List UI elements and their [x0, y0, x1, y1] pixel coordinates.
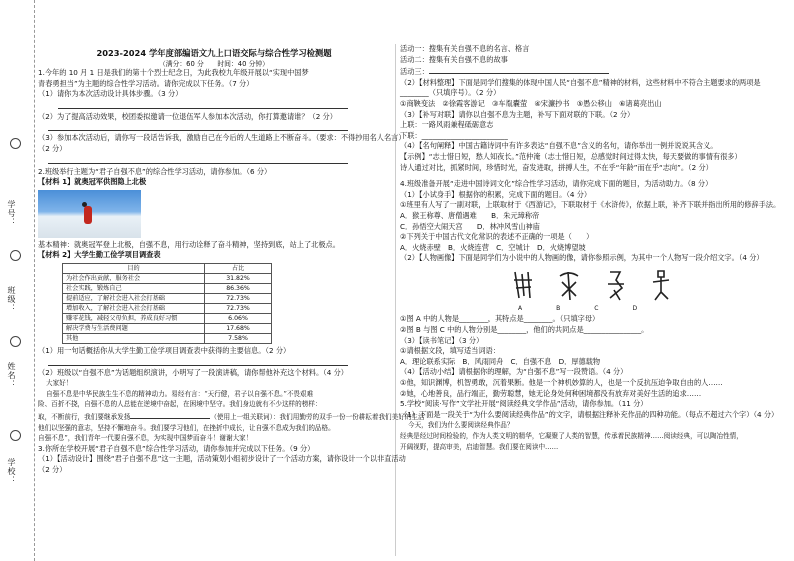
question-4-3: （3）【读书笔记】（3 分）	[400, 335, 484, 345]
option-line: A．理论联系实际 B．风雨同舟 C．自强不息 D．厚德载物	[400, 356, 601, 366]
question-1-1: （1）请你为本次活动设计具体步骤。（3 分）	[38, 89, 183, 99]
couplet-upper: 上联：一路风雨兼程砥砺意志	[400, 120, 494, 130]
question-2-2: （2）班级以“自强不息”为话题组织演讲，小明写了一段演讲稿，请你帮他补充这个材料。（4 分）	[38, 367, 348, 377]
speech-draft	[38, 378, 425, 444]
table-cell: 86.36%	[205, 283, 272, 293]
binding-margin	[0, 0, 35, 561]
passage-line: 经典是经过时间检验的，作为人类文明的精华，它凝聚了人类的智慧，传承着民族精神……阅读经典，可以陶冶性情，	[400, 432, 743, 440]
table-cell: 其他	[63, 333, 205, 343]
table-header-ratio: 占比	[205, 263, 272, 273]
question-1-2: （2）为了提高活动效果，校团委拟邀请一位退伍军人参加本次活动，你打算邀请谁？（2 分）	[38, 111, 337, 121]
answer-space	[38, 357, 390, 368]
question-2: 2.班级举行主题为“君子自强不息”的综合性学习活动，请你参加。（6 分）	[38, 166, 272, 176]
character-drawings	[510, 268, 780, 304]
table-cell: 增加收入，了解社会进入社会打基础	[63, 303, 205, 313]
margin-label-school: 学校：	[7, 458, 16, 485]
question-4-3-a: ①请根据文段，填写适当词语：	[400, 346, 500, 356]
question-4-1: （1）【小试身手】根据你的积累，完成下面的题目。（4 分）	[400, 189, 592, 199]
binding-hole	[10, 138, 21, 149]
answer-line[interactable]	[48, 122, 348, 131]
material-2-label: 【材料 2】大学生勤工俭学项目调查表	[38, 250, 161, 260]
question-5-1: （1）下面是一段关于“为什么要阅读经典作品”的文字，请根据注释补充作品的四种功能。（每点不超过六个字）（4 分）	[400, 409, 779, 419]
table-cell: 17.68%	[205, 323, 272, 333]
speech-line: 取，不断前行，我们要继承发扬 （使用上一组关联词）：我们用勤劳的双手一份一份耕耘着我们美好的生活	[38, 410, 390, 423]
figure-a-drawing	[510, 268, 536, 302]
answer-space	[38, 100, 390, 112]
passage-line: 开阔视野，提高审美，启迪智慧。我们要在阅读中……	[400, 442, 559, 451]
drawing-label-a: A	[518, 304, 523, 312]
question-4-4: （4）【活动小结】请根据你的理解，为“自强不息”写一段赞语。（4 分）	[400, 367, 628, 377]
table-row	[63, 313, 272, 323]
table-cell: 提前适应，了解社会进入社会打基础	[63, 293, 205, 303]
material-1-text: 基本精神：就奥冠军登上北极，自强不息，用行动诠释了奋斗精神，坚持到底，站上了北极点。	[38, 239, 340, 249]
table-row	[63, 283, 272, 293]
activity-2: 活动二：搜集有关自强不息的故事	[400, 54, 508, 64]
speech-line: 自强不息”，我们青年一代要自强不息，为实现中国梦而奋斗！谢谢大家！	[38, 434, 253, 443]
binding-hole	[10, 430, 21, 441]
praise-1: ①他，知识渊博，机智勇敢，沉着果断。他是一个神机妙算的人，也是一个反抗压迫争取自由的人……	[400, 378, 723, 388]
table-cell: 72.73%	[205, 303, 272, 313]
margin-label-class: 班级：	[7, 286, 16, 313]
question-4: 4.班级准备开展“走进中国诗词文化”综合性学习活动，请你完成下面的题目，为活动助力。（8 分）	[400, 179, 713, 189]
option-line: C．孙悟空大闹天宫 D．林冲风雪山神庙	[400, 221, 540, 231]
exam-title: 2023-2024 学年度部编语文九上口语交际与综合性学习检测题	[96, 48, 332, 58]
drawing-labels	[518, 304, 780, 315]
table-cell: 解决学费与生活费问题	[63, 323, 205, 333]
question-4-2: （2）【人物画像】下面是同学们为小说中的人物画的像，请你参照示例，为其中一个人物写一段介绍文字。（4 分）	[400, 253, 764, 263]
praise-2: ②她，心地善良，品行端正，勤劳聪慧，她无论身处何种困境都没有放弃对美好生活的追求……	[400, 388, 702, 398]
material-options: ①商鞅变法 ②徐霞客游记 ③车胤囊萤 ④宋濂抄书 ⑤愚公移山 ⑥诸葛亮出山	[400, 98, 662, 108]
question-3-4: （4）【名句阐释】中国古籍诗词中有许多表达“自强不息”含义的名句，请你举出一例并说说其含义。	[400, 141, 718, 151]
answer-space	[38, 122, 390, 133]
question-1-line2: 青春勇担当”为主题的综合性学习活动。请你完成以下任务。（7 分）	[38, 78, 254, 88]
option-line: A．猴王称尊、唐僧遇难 B．朱元璋称帝	[400, 210, 540, 220]
question-3-3: （3）【补写对联】请你以自强不息为主题，补写下面对联的下联。（2 分）	[400, 109, 635, 119]
question-3: 3.你所在学校开展“君子自强不息”综合性学习活动，请你参加并完成以下任务。（9 分）	[38, 443, 315, 453]
binding-hole	[10, 336, 21, 347]
drawing-label-b: B	[556, 304, 561, 312]
example-line2: 诗人通过对比，抓紧时间，珍惜时光，奋发进取，拼搏人生，不在乎“年龄”而在乎“志向”。（2 分）	[400, 162, 713, 172]
speech-line: 险、百折不挠，自强不息的人总能在逆境中奋起，在困境中坚守。我们身边就有不少这样的榜样：	[38, 400, 322, 409]
table-cell: 7.58%	[205, 333, 272, 343]
table-cell: 6.06%	[205, 313, 272, 323]
question-4-2-a: ①图 A 中的人物是________，其特点是________。（只填字母）	[400, 314, 600, 324]
margin-label-name: 姓名：	[7, 362, 16, 389]
question-4-2-b: ②图 B 与图 C 中的人物分别是________，他们的共同点是________________。	[400, 325, 649, 335]
table-row	[63, 323, 272, 333]
speech-greeting: 大家好！	[46, 379, 73, 388]
table-cell: 为社会作出贡献，服务社会	[63, 273, 205, 283]
question-3-2-answer: ________（只填序号）。（2 分）	[400, 88, 501, 98]
question-5: 5.学校“阅读·写作”文学社开展“阅读经典文学作品”活动，请你参加。（11 分）	[400, 399, 648, 409]
couplet-lower: 下联：________________________	[400, 130, 508, 140]
question-1-3: （3）参加本次活动后，请你写一段话告诉我，激励自己在今后的人生道路上不断奋斗。（要求：不得抄用名人名言）	[38, 133, 406, 143]
table-row	[63, 273, 272, 283]
question-4-1-a: ①班里有人写了一副对联，上联取材于《西游记》，下联取材于《水浒传》，依据上联，补齐下联并指出所用的修辞手法。	[400, 200, 781, 210]
column-divider	[395, 44, 396, 556]
answer-line[interactable]	[429, 65, 609, 74]
answer-space	[38, 155, 390, 167]
right-column	[400, 44, 780, 452]
question-1-line1: 1.今年的 10 月 1 日是我们的第十个烈士纪念日，为此我校九年级开展以“实现中国梦	[38, 68, 309, 77]
activity-1: 活动一：搜集有关自强不息的名言、格言	[400, 44, 530, 53]
answer-line[interactable]	[48, 155, 348, 164]
question-2-1: （1）用一句话概括你从大学生勤工俭学项目调查表中获得的主要信息。（2 分）	[38, 345, 291, 355]
figure-c-drawing	[602, 268, 628, 302]
speech-line: 他们以坚强的意志，坚持不懈地奋斗。我们要学习他们，在挫折中成长，让自强不息成为我们的品格。	[38, 423, 335, 432]
figure-d-drawing	[648, 268, 674, 302]
question-1-3-score: （2 分）	[38, 143, 67, 153]
polar-expedition-photo	[38, 190, 141, 238]
question-3-1-score: （2 分）	[38, 464, 67, 474]
table-cell: 赚零花钱，减轻父母负担，养成良好习惯	[63, 313, 205, 323]
question-3-2: （2）【材料整理】下面是同学们搜集的体现中国人民“自强不息”精神的材料，这些材料中不符合主题要求的两项是	[400, 77, 761, 87]
drawing-label-c: C	[594, 304, 599, 312]
speech-line: 自强不息是中华民族生生不息的精神动力。易经有言：“天行健，君子以自强不息。”不畏艰难	[46, 389, 314, 398]
table-row	[63, 303, 272, 313]
question-3-1: （1）【活动设计】围绕“君子自强不息”这一主题，活动策划小组初步设计了一个活动方案，请你设计一个以非直活动	[38, 454, 406, 464]
question-4-1-b: ②下列关于中国古代文化常识的表述不正确的一项是（ ）	[400, 232, 594, 242]
climber-figure	[84, 206, 92, 224]
table-header-purpose: 目的	[63, 263, 205, 273]
table-cell: 31.82%	[205, 273, 272, 283]
example-line1: 【示例】“志士惜日短，愁人知夜长。”范仲淹（志士惜日短，总感觉时间过得太快，每天要做的事情有很多）	[400, 151, 742, 161]
table-row	[63, 333, 272, 343]
passage-line: 今天，我们为什么要阅读经典作品？	[408, 421, 514, 430]
answer-line[interactable]	[58, 100, 348, 109]
survey-table	[62, 263, 272, 344]
answer-line[interactable]	[48, 357, 348, 366]
table-cell: 72.73%	[205, 293, 272, 303]
table-header-row	[63, 263, 272, 273]
speech-blank[interactable]	[130, 410, 210, 419]
table-cell: 社会实践，锻炼自己	[63, 283, 205, 293]
exam-subtitle: （满分：60 分 时间：40 分钟）	[159, 60, 269, 68]
figure-b-drawing	[556, 268, 582, 302]
binding-hole	[10, 250, 21, 261]
option-line: A．火烧赤壁 B．火烧连营 C．空城计 D．火烧博望坡	[400, 242, 586, 252]
margin-label-student-id: 学号：	[7, 200, 16, 227]
table-row	[63, 293, 272, 303]
activity-3: 活动三：	[400, 65, 780, 78]
drawing-label-d: D	[632, 304, 638, 312]
material-1-label: 【材料 1】就奥冠军供图隐上北极	[38, 177, 147, 187]
